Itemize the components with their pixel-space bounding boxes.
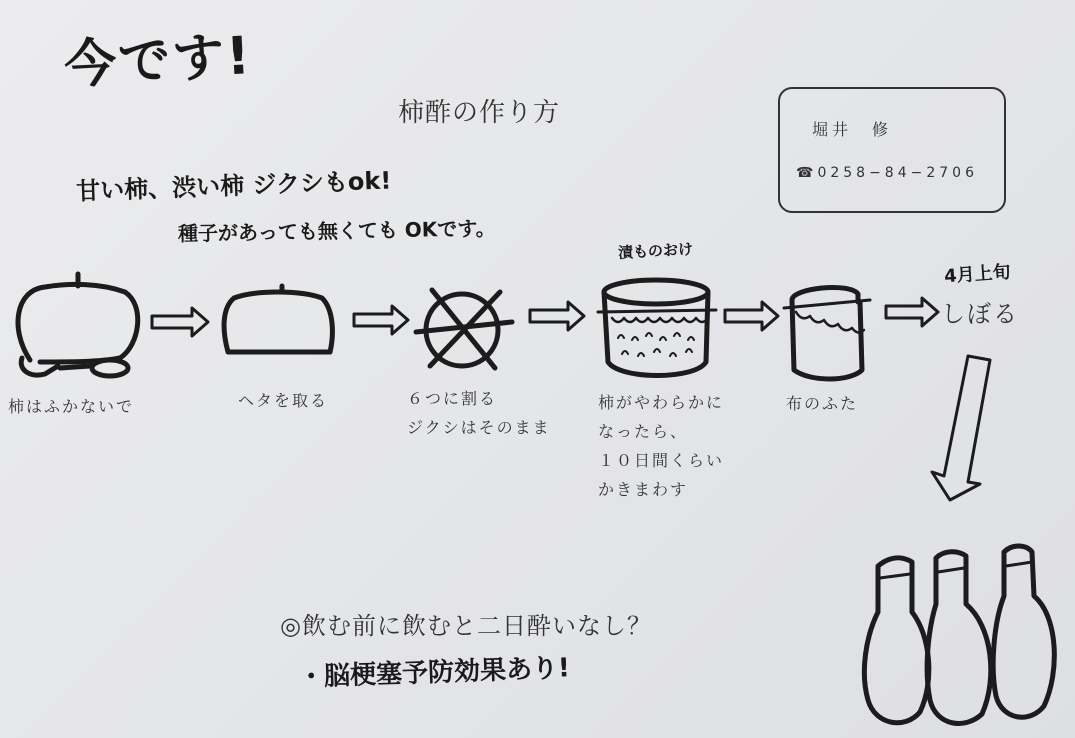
footer-health-note: ・脳梗塞予防効果あり! [297, 653, 571, 693]
step-4-line-4: かきまわす [598, 480, 689, 499]
step-4-line-3: １０日間くらい [598, 451, 725, 470]
step-4-line-2: なったら、 [598, 422, 689, 441]
page-title: 柿酢の作り方 [398, 98, 561, 128]
note-persimmon-types: 甘い柿、渋い柿 ジクシもok! [75, 166, 392, 206]
contact-card [778, 87, 1006, 213]
step-2-label: ヘタを取る [238, 391, 329, 410]
note-seeds: 種子があっても無くても OKです。 [177, 216, 496, 246]
contact-name: 堀井 修 [812, 120, 893, 139]
bottles-drawing [864, 546, 1054, 723]
step-6-label: しぼる [941, 300, 1019, 328]
footer-hangover-note: ◎飲む前に飲むと二日酔いなし？ [280, 612, 652, 640]
persimmon-whole-drawing [18, 274, 138, 376]
contact-phone: ☎0258−84−2706 [796, 165, 978, 181]
pickling-tub-drawing [598, 280, 716, 376]
step-1-label: 柿はふかないで [8, 397, 135, 416]
step-3-line-2: ジクシはそのまま [407, 418, 551, 437]
step-4-label [598, 388, 724, 504]
persimmon-cut-drawing [416, 290, 512, 368]
step-4-line-1: 柿がやわらかに [598, 393, 725, 412]
step-5-label: 布のふた [786, 394, 859, 413]
step-3-line-1: ６つに割る [407, 389, 498, 408]
cloth-lid-drawing [784, 287, 870, 379]
timing-annotation: 4月上旬 [943, 261, 1012, 288]
step-3-label [407, 384, 551, 442]
persimmon-trimmed-drawing [224, 286, 332, 352]
jar-annotation: 漬ものおけ [617, 240, 694, 262]
headline: 今です! [62, 26, 254, 96]
